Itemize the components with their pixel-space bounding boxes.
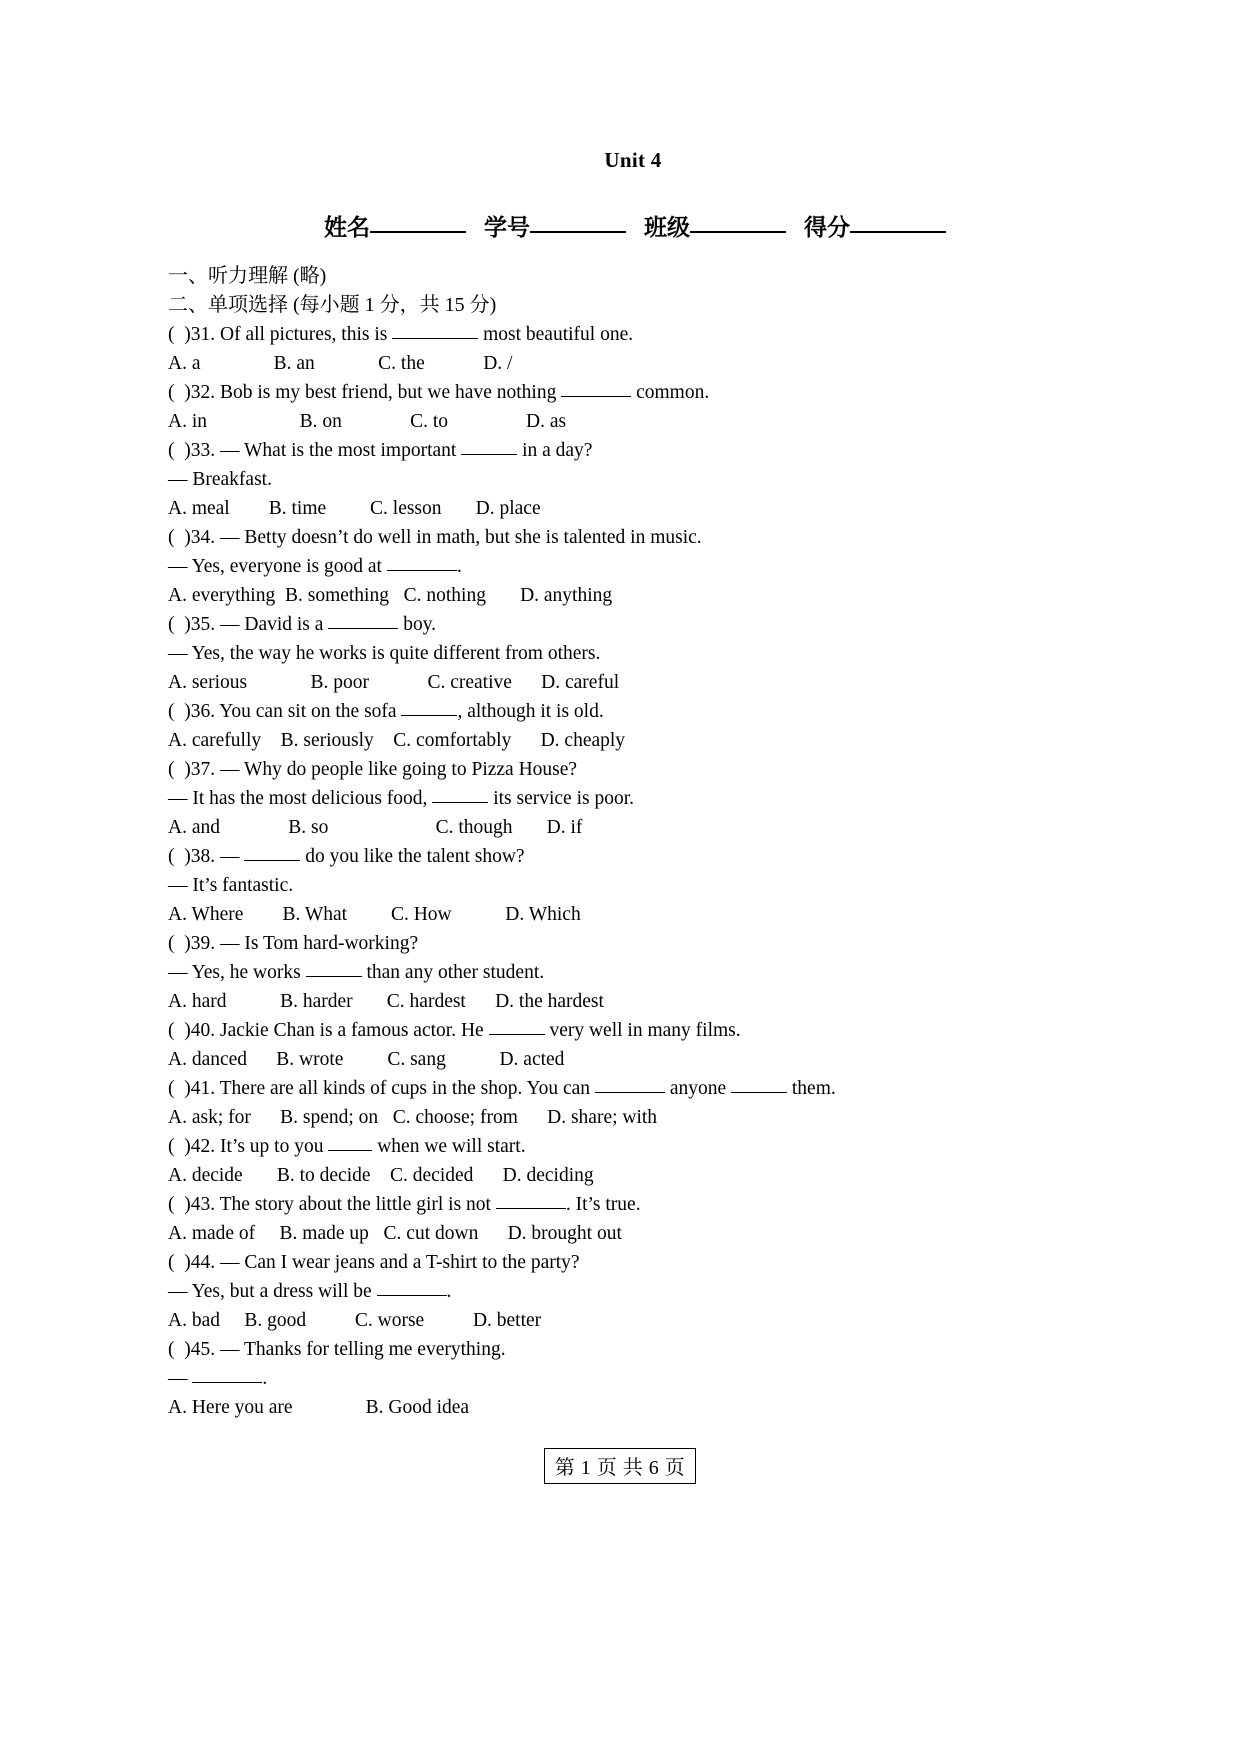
question-43-options[interactable]: A. made of B. made up C. cut down D. brought out [168,1223,622,1244]
question-33-reply: — Breakfast. [168,469,272,490]
question-40-blank[interactable] [489,1020,545,1035]
question-36-stem-b: , although it is old. [457,701,604,722]
question-44-stem: ( )44. — Can I wear jeans and a T-shirt to the party? [168,1252,580,1273]
field-score [804,215,946,240]
question-32-blank[interactable] [561,382,631,397]
question-35-stem-a: ( )35. — David is a [168,614,329,635]
question-44-reply [168,1277,1088,1306]
question-37-options[interactable]: A. and B. so C. though D. if [168,817,583,838]
question-41-stem-c: them. [787,1078,836,1099]
question-41-stem-b: anyone [664,1078,731,1099]
question-40-stem-b: very well in many films. [544,1020,741,1041]
question-36-stem [168,697,1088,726]
question-41-blank-1[interactable] [595,1078,665,1093]
question-45-reply-a: — [168,1368,193,1389]
question-33-options[interactable]: A. meal B. time C. lesson D. place [168,498,541,519]
question-42-blank[interactable] [328,1136,372,1151]
question-39-reply [168,958,1088,987]
question-35-reply: — Yes, the way he works is quite different from others. [168,643,601,664]
question-34-reply [168,552,1088,581]
field-name-rule[interactable] [370,231,466,233]
question-35-stem [168,610,1088,639]
question-33-stem-a: ( )33. — What is the most important [168,440,462,461]
question-38-reply: — It’s fantastic. [168,875,294,896]
question-41-stem [168,1074,1088,1103]
question-45-reply-b: . [262,1368,268,1389]
field-score-rule[interactable] [850,231,946,233]
question-43-blank[interactable] [496,1194,566,1209]
question-35-blank[interactable] [328,614,398,629]
question-37-reply [168,784,1088,813]
question-31-stem-b: most beautiful one. [478,324,634,345]
question-40-stem-a: ( )40. Jackie Chan is a famous actor. He [168,1020,489,1041]
page-title: Unit 4 [604,148,662,172]
question-45-blank[interactable] [192,1368,262,1383]
question-32-stem-b: common. [631,382,710,403]
question-36-options[interactable]: A. carefully B. seriously C. comfortably D. cheaply [168,730,626,751]
question-31-options[interactable]: A. a B. an C. the D. / [168,353,513,374]
question-42-stem-a: ( )42. It’s up to you [168,1136,329,1157]
field-student-id-label: 学号 [484,215,530,240]
question-44-reply-b: . [446,1281,452,1302]
page-number-label: 第 1 页 共 6 页 [544,1448,697,1484]
question-39-stem: ( )39. — Is Tom hard-working? [168,933,419,954]
question-38-stem [168,842,1088,871]
question-34-blank[interactable] [387,556,457,571]
question-40-options[interactable]: A. danced B. wrote C. sang D. acted [168,1049,565,1070]
question-44-reply-a: — Yes, but a dress will be [168,1281,377,1302]
section-heading-multiple-choice: 二、单项选择 (每小题 1 分，共 15 分) [168,294,497,316]
field-student-id [484,215,626,240]
field-name-label: 姓名 [324,215,370,240]
question-34-reply-a: — Yes, everyone is good at [168,556,387,577]
question-35-options[interactable]: A. serious B. poor C. creative D. careful [168,672,620,693]
question-38-options[interactable]: A. Where B. What C. How D. Which [168,904,581,925]
field-class [644,215,786,240]
field-student-id-rule[interactable] [530,231,626,233]
question-39-reply-a: — Yes, he works [168,962,306,983]
question-40-stem [168,1016,1088,1045]
question-38-blank[interactable] [244,846,300,861]
question-39-reply-b: than any other student. [361,962,545,983]
question-45-stem: ( )45. — Thanks for telling me everything. [168,1339,506,1360]
exam-body [168,262,1088,1422]
field-class-label: 班级 [644,215,690,240]
field-class-rule[interactable] [690,231,786,233]
field-score-label: 得分 [804,215,850,240]
question-31-stem-a: ( )31. Of all pictures, this is [168,324,393,345]
question-32-options[interactable]: A. in B. on C. to D. as [168,411,567,432]
page-footer [0,1448,1240,1484]
question-41-options[interactable]: A. ask; for B. spend; on C. choose; from D. share; with [168,1107,658,1128]
question-41-stem-a: ( )41. There are all kinds of cups in the shop. You can [168,1078,595,1099]
question-37-stem: ( )37. — Why do people like going to Pizza House? [168,759,578,780]
question-34-options[interactable]: A. everything B. something C. nothing D. anything [168,585,613,606]
question-34-reply-b: . [456,556,462,577]
question-37-reply-a: — It has the most delicious food, [168,788,433,809]
question-43-stem-a: ( )43. The story about the little girl is not [168,1194,496,1215]
question-38-stem-b: do you like the talent show? [300,846,525,867]
question-42-stem [168,1132,1088,1161]
question-43-stem [168,1190,1088,1219]
field-name [324,215,466,240]
question-35-stem-b: boy. [398,614,437,635]
question-39-blank[interactable] [306,962,362,977]
question-37-blank[interactable] [432,788,488,803]
question-33-blank[interactable] [461,440,517,455]
question-37-reply-b: its service is poor. [488,788,635,809]
question-38-stem-a: ( )38. — [168,846,245,867]
header-fields [0,173,1240,242]
question-33-stem [168,436,1088,465]
question-31-stem [168,320,1088,349]
question-42-stem-b: when we will start. [372,1136,526,1157]
question-31-blank[interactable] [392,324,478,339]
section-heading-listening: 一、听力理解 (略) [168,265,327,287]
question-44-blank[interactable] [377,1281,447,1296]
question-41-blank-2[interactable] [731,1078,787,1093]
question-39-options[interactable]: A. hard B. harder C. hardest D. the hardest [168,991,604,1012]
question-32-stem-a: ( )32. Bob is my best friend, but we have nothing [168,382,562,403]
question-45-options[interactable]: A. Here you are B. Good idea [168,1397,470,1418]
question-36-stem-a: ( )36. You can sit on the sofa [168,701,402,722]
question-44-options[interactable]: A. bad B. good C. worse D. better [168,1310,542,1331]
question-42-options[interactable]: A. decide B. to decide C. decided D. deciding [168,1165,594,1186]
question-34-stem: ( )34. — Betty doesn’t do well in math, but she is talented in music. [168,527,702,548]
question-45-reply [168,1364,1088,1393]
question-33-stem-b: in a day? [517,440,593,461]
question-32-stem [168,378,1088,407]
question-36-blank[interactable] [401,701,457,716]
question-43-stem-b: . It’s true. [565,1194,641,1215]
